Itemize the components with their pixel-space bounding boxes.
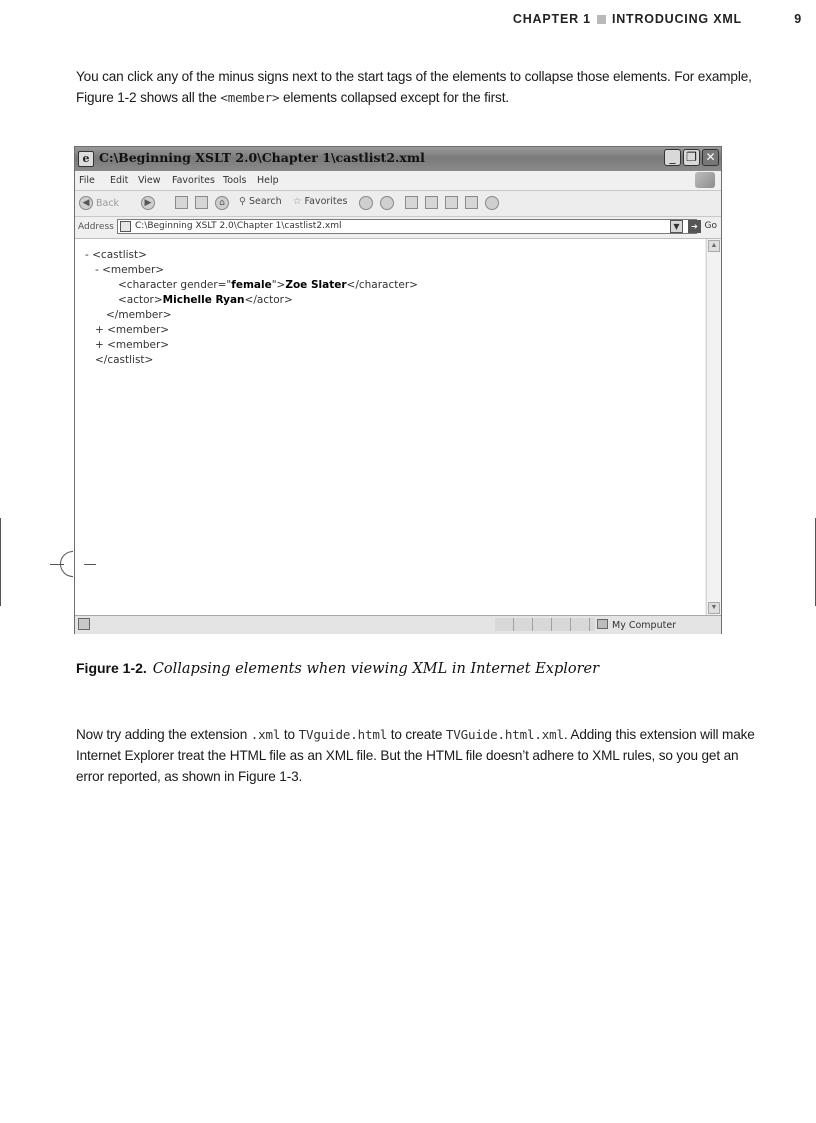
home-button[interactable] [215, 196, 232, 210]
xml-tag-text: "> [271, 279, 286, 291]
home-icon: ⌂ [215, 196, 229, 210]
separator-square-icon [597, 15, 606, 24]
history-icon [380, 196, 394, 210]
intro-text-1: You can click any of the minus signs next to the start tags of the elements to collapse those elements. For example, Figure 1-2 shows all the [76, 69, 752, 105]
back-arrow-icon: ◀ [79, 196, 93, 210]
para2-text-2: to [280, 727, 299, 742]
xml-line-castlist-open[interactable] [85, 249, 147, 261]
discuss-icon [445, 196, 458, 209]
history-button[interactable] [380, 196, 397, 210]
window-title: C:\Beginning XSLT 2.0\Chapter 1\castlist2.xml [99, 150, 425, 165]
go-button[interactable]: Go [704, 221, 717, 231]
address-dropdown-button[interactable] [670, 220, 683, 233]
search-icon: ⚲ [239, 196, 246, 207]
body-paragraph [76, 724, 756, 787]
minimize-button[interactable] [664, 149, 681, 166]
back-label: Back [96, 197, 120, 209]
xml-line-character [118, 279, 418, 291]
research-button[interactable] [465, 196, 478, 209]
xml-text-value: Michelle Ryan [162, 294, 245, 306]
back-button[interactable] [79, 196, 119, 210]
favorites-label: Favorites [304, 196, 348, 207]
minimize-icon: _ [669, 150, 676, 164]
mail-button[interactable] [405, 196, 418, 209]
word-icon [425, 196, 438, 209]
ie-page-icon: e [78, 151, 94, 167]
para2-text-3: to create [387, 727, 446, 742]
refresh-button[interactable] [195, 196, 208, 209]
xml-tag-text: </actor> [244, 294, 293, 306]
address-value: C:\Beginning XSLT 2.0\Chapter 1\castlist2.xml [135, 221, 342, 231]
stop-icon [175, 196, 188, 209]
address-input[interactable] [117, 219, 697, 234]
menu-view[interactable]: View [138, 175, 161, 186]
forward-arrow-icon: ▶ [141, 196, 155, 210]
word-button[interactable] [425, 196, 438, 209]
menu-tools[interactable]: Tools [223, 175, 247, 186]
xml-attr-value: female [231, 279, 272, 291]
page-status-icon [78, 618, 90, 630]
messenger-icon [485, 196, 499, 210]
menu-help[interactable]: Help [257, 175, 279, 186]
xml-line-member-open[interactable] [95, 264, 164, 276]
xml-text-value: Zoe Slater [285, 279, 347, 291]
chevron-down-icon: ▼ [673, 222, 680, 231]
media-button[interactable] [359, 196, 376, 210]
menu-file[interactable]: File [79, 175, 95, 186]
address-label: Address [78, 222, 114, 232]
intro-paragraph [76, 66, 756, 108]
xml-line-castlist-close [95, 354, 153, 366]
research-icon [465, 196, 478, 209]
status-segments [495, 618, 595, 631]
xml-tag-text: <actor> [118, 294, 163, 306]
scroll-up-icon[interactable]: ▲ [708, 240, 720, 252]
go-arrow-icon: ➔ [691, 222, 698, 231]
intro-code: <member> [220, 90, 280, 105]
page-number: 9 [794, 12, 802, 26]
para2-text-4: . Adding this extension will make Internet Explorer treat the HTML file as an XML file. But the HTML file doesn’t adhere to XML rules, so you get an error reported, as shown in Figure 1-3. [76, 727, 755, 784]
discuss-button[interactable] [445, 196, 458, 209]
refresh-icon [195, 196, 208, 209]
menu-edit[interactable]: Edit [110, 175, 129, 186]
media-icon [359, 196, 373, 210]
star-icon: ☆ [293, 196, 302, 207]
crop-mark-tick [84, 564, 96, 565]
running-head [0, 12, 816, 32]
browser-window [74, 146, 722, 634]
xml-tag-text: </character> [346, 279, 418, 291]
status-bar [75, 615, 721, 634]
xml-line-actor [118, 294, 293, 306]
close-button[interactable] [702, 149, 719, 166]
close-icon: ✕ [705, 150, 716, 164]
menu-favorites[interactable]: Favorites [172, 175, 215, 186]
figure-caption-text: Collapsing elements when viewing XML in Internet Explorer [152, 661, 600, 677]
xml-line-member-collapsed[interactable] [95, 324, 169, 336]
mail-icon [405, 196, 418, 209]
page-icon [120, 221, 131, 232]
figure-caption [76, 660, 599, 677]
title-bar[interactable] [75, 147, 721, 171]
chapter-label: CHAPTER 1 [512, 12, 591, 26]
code-tvguide-html-xml: TVGuide.html.xml [445, 727, 564, 742]
section-label: INTRODUCING XML [611, 12, 742, 26]
windows-logo-icon [695, 172, 715, 188]
xml-tag-text: - <member> [95, 264, 165, 276]
search-label: Search [248, 196, 282, 207]
xml-content-pane [75, 239, 705, 615]
xml-tag-text: </castlist> [95, 354, 154, 366]
forward-button[interactable] [141, 196, 158, 210]
para2-text-1: Now try adding the extension [76, 727, 251, 742]
messenger-button[interactable] [485, 196, 502, 210]
menu-bar [75, 171, 721, 191]
restore-icon: ❐ [686, 150, 697, 164]
crop-mark-left [0, 518, 1, 606]
computer-icon [597, 619, 608, 629]
go-arrow-button[interactable] [688, 220, 701, 233]
xml-tag-text: </member> [106, 309, 172, 321]
intro-text-2: elements collapsed except for the first. [279, 90, 509, 105]
favorites-button[interactable] [293, 196, 347, 207]
code-tvguide-html: TVguide.html [298, 727, 388, 742]
maximize-button[interactable] [683, 149, 700, 166]
xml-tag-text: + <member> [95, 324, 170, 336]
xml-line-member-collapsed[interactable] [95, 339, 169, 351]
xml-tag-text: + <member> [95, 339, 170, 351]
xml-line-member-close [106, 309, 172, 321]
xml-tag-text: - <castlist> [85, 249, 147, 261]
address-bar [75, 217, 721, 239]
scroll-down-icon[interactable]: ▼ [708, 602, 720, 614]
figure-label: Figure 1-2. [76, 660, 147, 676]
zone-label: My Computer [612, 620, 677, 631]
xml-tag-text: <character gender=" [118, 279, 232, 291]
code-xml-extension: .xml [250, 727, 281, 742]
toolbar [75, 191, 721, 217]
chapter-heading [513, 12, 742, 26]
vertical-scrollbar[interactable] [706, 239, 721, 615]
stop-button[interactable] [175, 196, 188, 209]
zone-indicator [597, 619, 676, 631]
search-button[interactable] [239, 196, 282, 207]
